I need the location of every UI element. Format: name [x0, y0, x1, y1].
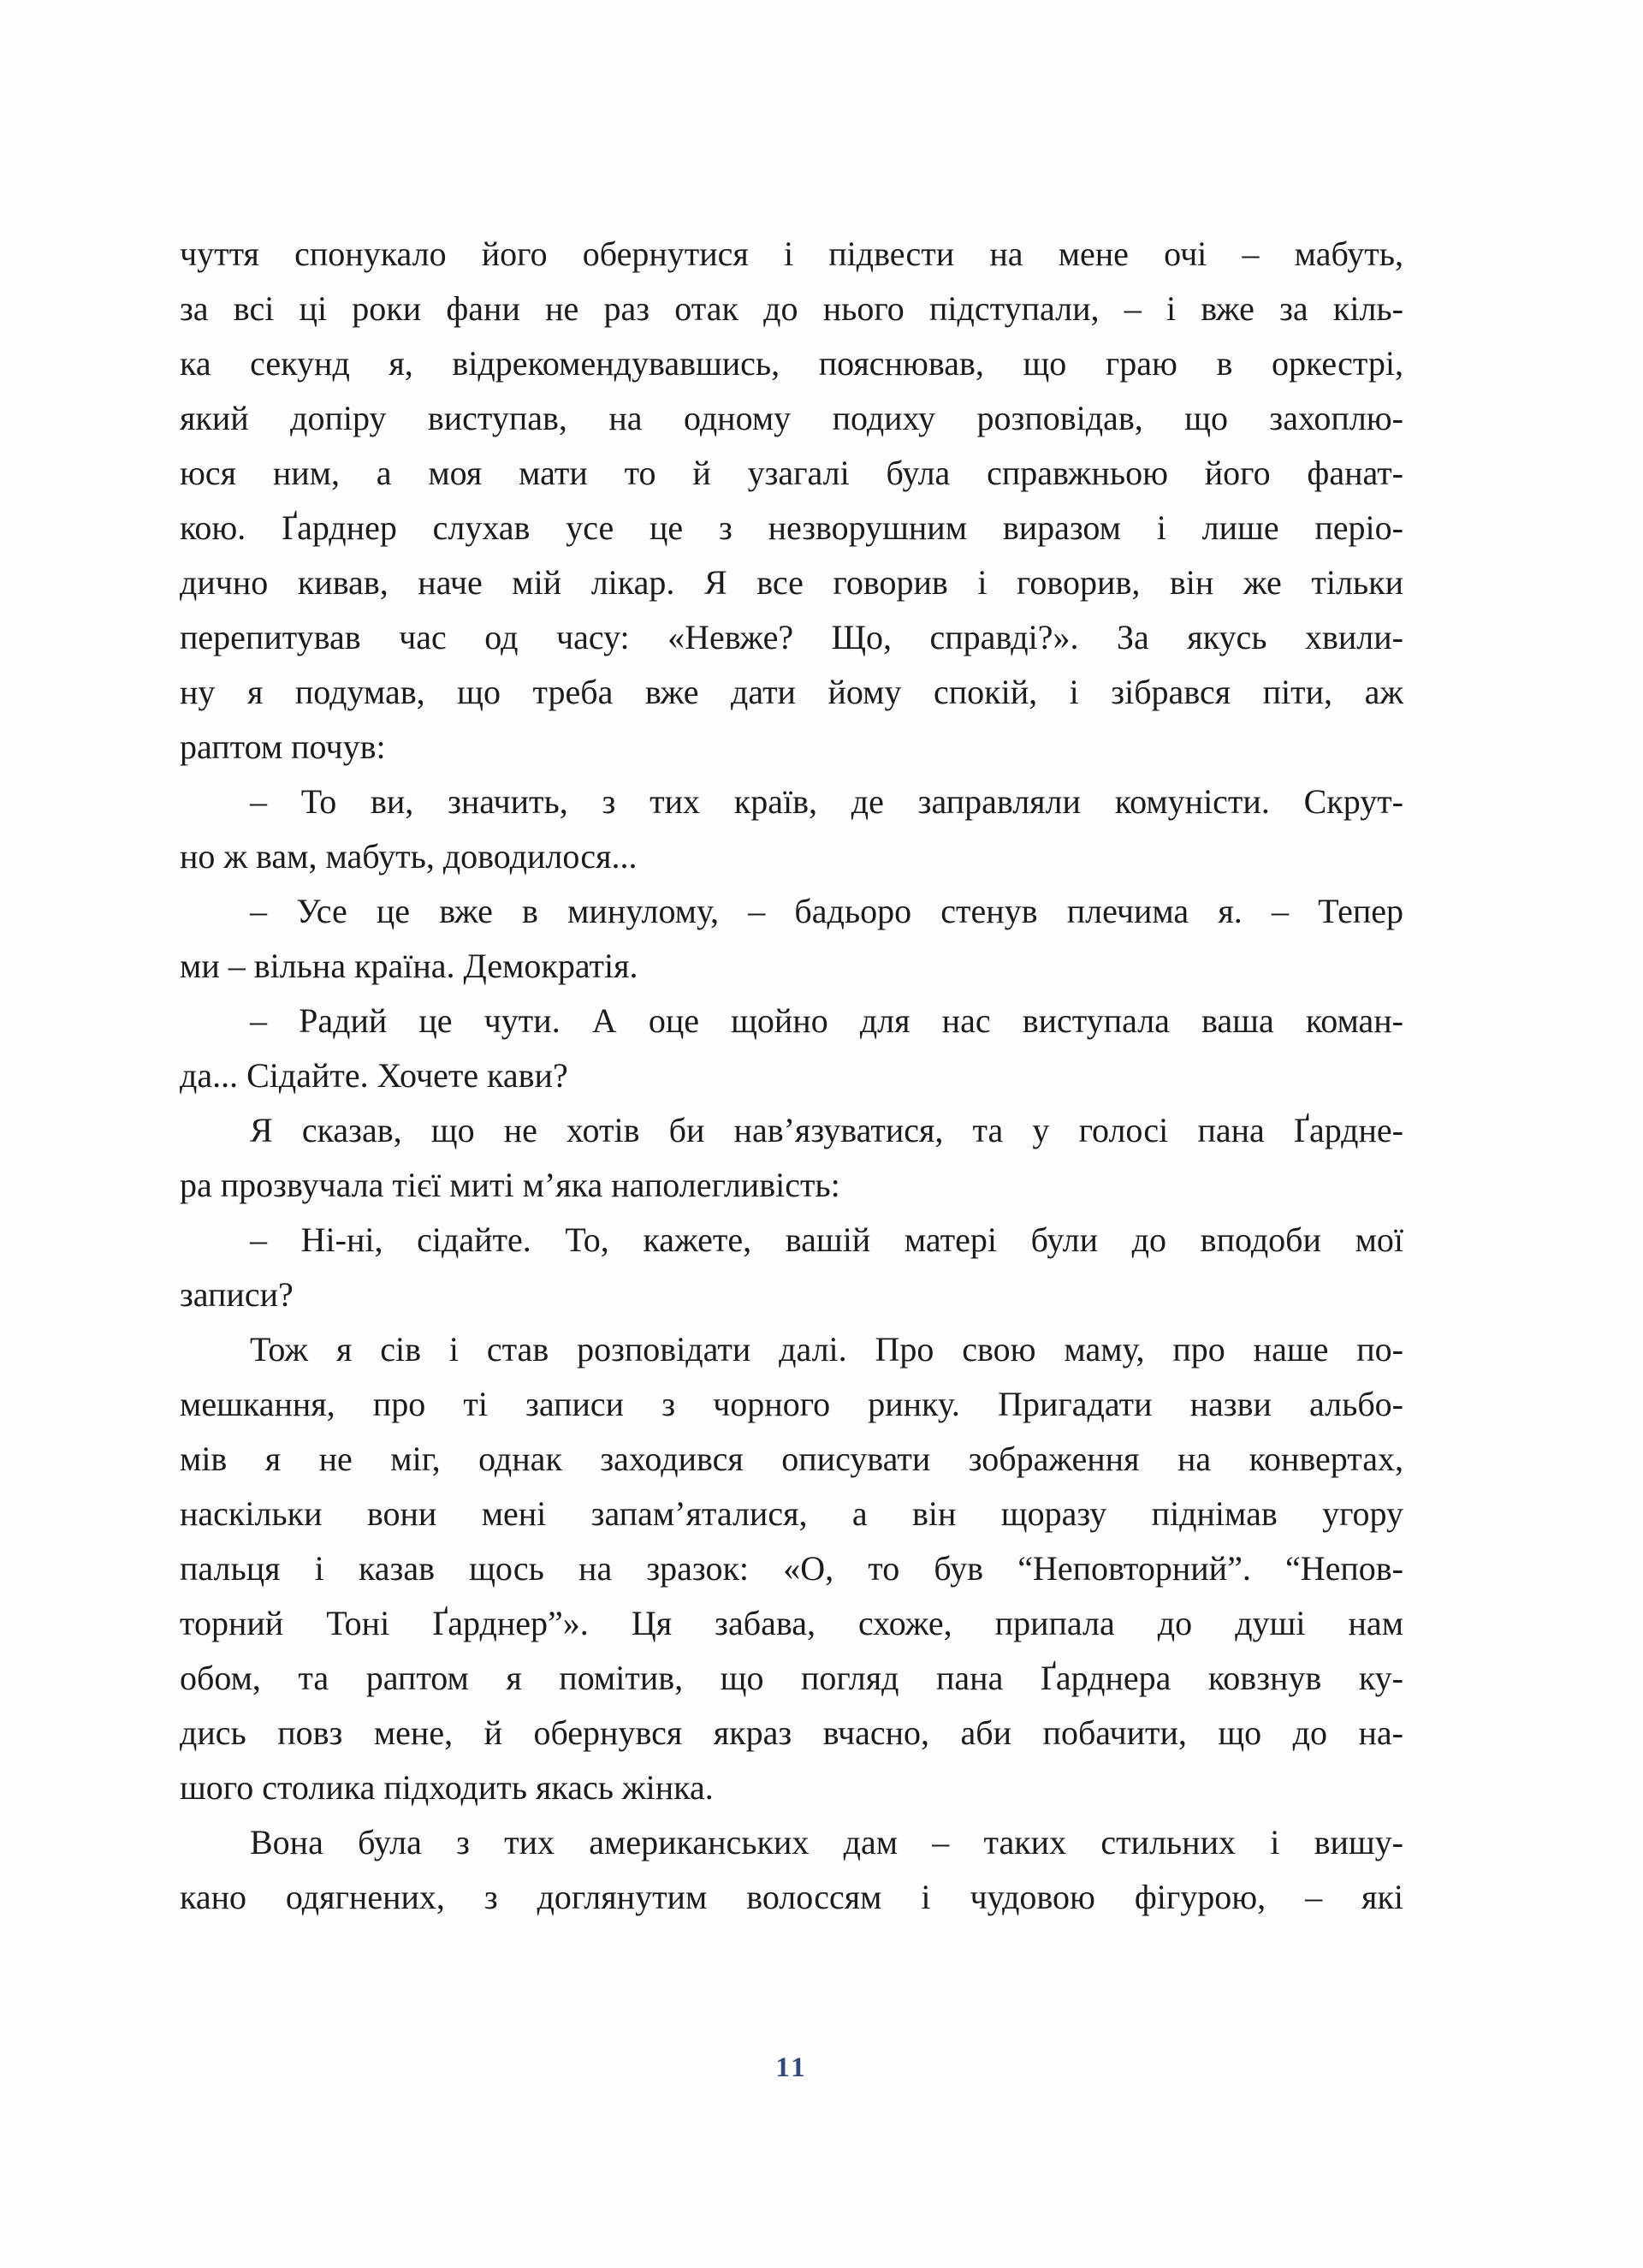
text-line: який допіру виступав, на одному подиху розповідав, що захоплю-: [180, 399, 1403, 437]
text-line: раптом почув:: [180, 727, 386, 766]
page-number: 11: [775, 2052, 808, 2083]
text-line: – Радий це чути. А оце щойно для нас виступала ваша коман-: [250, 1001, 1403, 1040]
text-line: – То ви, значить, з тих країв, де заправляли комуністи. Скрут-: [250, 782, 1403, 821]
text-line: юся ним, а моя мати то й узагалі була справжньою його фанат-: [180, 454, 1403, 492]
text-line: ка секунд я, відрекомендувавшись, пояснював, що граю в оркестрі,: [180, 344, 1403, 383]
text-line: ну я подумав, що треба вже дати йому спокій, і зібрався піти, аж: [180, 673, 1403, 711]
text-line: за всі ці роки фани не раз отак до нього підступали, – і вже за кіль-: [180, 289, 1403, 328]
text-line: шого столика підходить якась жінка.: [180, 1768, 714, 1807]
text-line: наскільки вони мені запам’яталися, а він щоразу піднімав угору: [180, 1494, 1403, 1533]
text-line: кою. Ґарднер слухав усе це з незворушним виразом і лише періо-: [180, 508, 1403, 547]
text-line: да... Сідайте. Хочете кави?: [180, 1056, 568, 1095]
text-line: – Ні-ні, сідайте. То, кажете, вашій матері були до вподоби мої: [250, 1220, 1403, 1259]
text-line: перепитував час од часу: «Невже? Що, справді?». За якусь хвили-: [180, 618, 1403, 656]
text-line: кано одягнених, з доглянутим волоссям і чудовою фігурою, – які: [180, 1878, 1403, 1916]
text-line: торний Тоні Ґарднер”». Ця забава, схоже, припала до душі нам: [180, 1604, 1403, 1642]
text-line: мешкання, про ті записи з чорного ринку. Пригадати назви альбо-: [180, 1385, 1403, 1423]
text-line: ми – вільна країна. Демократія.: [180, 947, 638, 985]
text-line: Тож я сів і став розповідати далі. Про свою маму, про наше по-: [250, 1330, 1403, 1369]
text-line: обом, та раптом я помітив, що погляд пана Ґарднера ковзнув ку-: [180, 1659, 1403, 1697]
text-line: пальця і казав щось на зразок: «О, то був “Неповторний”. “Непов-: [180, 1549, 1403, 1588]
text-line: дись повз мене, й обернувся якраз вчасно, аби побачити, що до на-: [180, 1713, 1403, 1752]
text-line: дично кивав, наче мій лікар. Я все говорив і говорив, він же тільки: [180, 563, 1403, 602]
text-line: Вона була з тих американських дам – таких стильних і вишу-: [250, 1823, 1403, 1861]
text-line: ра прозвучала тієї миті м’яка наполегливість:: [180, 1166, 840, 1204]
text-line: мів я не міг, однак заходився описувати зображення на конвертах,: [180, 1440, 1403, 1478]
text-line: – Усе це вже в минулому, – бадьоро стенув плечима я. – Тепер: [250, 892, 1403, 930]
text-line: Я сказав, що не хотів би нав’язуватися, та у голосі пана Ґардне-: [250, 1111, 1403, 1149]
text-line: записи?: [180, 1275, 294, 1314]
text-line: но ж вам, мабуть, доводилося...: [180, 837, 638, 876]
text-line: чуття спонукало його обернутися і підвести на мене очі – мабуть,: [180, 235, 1403, 273]
body-text-block: [180, 227, 1403, 1925]
